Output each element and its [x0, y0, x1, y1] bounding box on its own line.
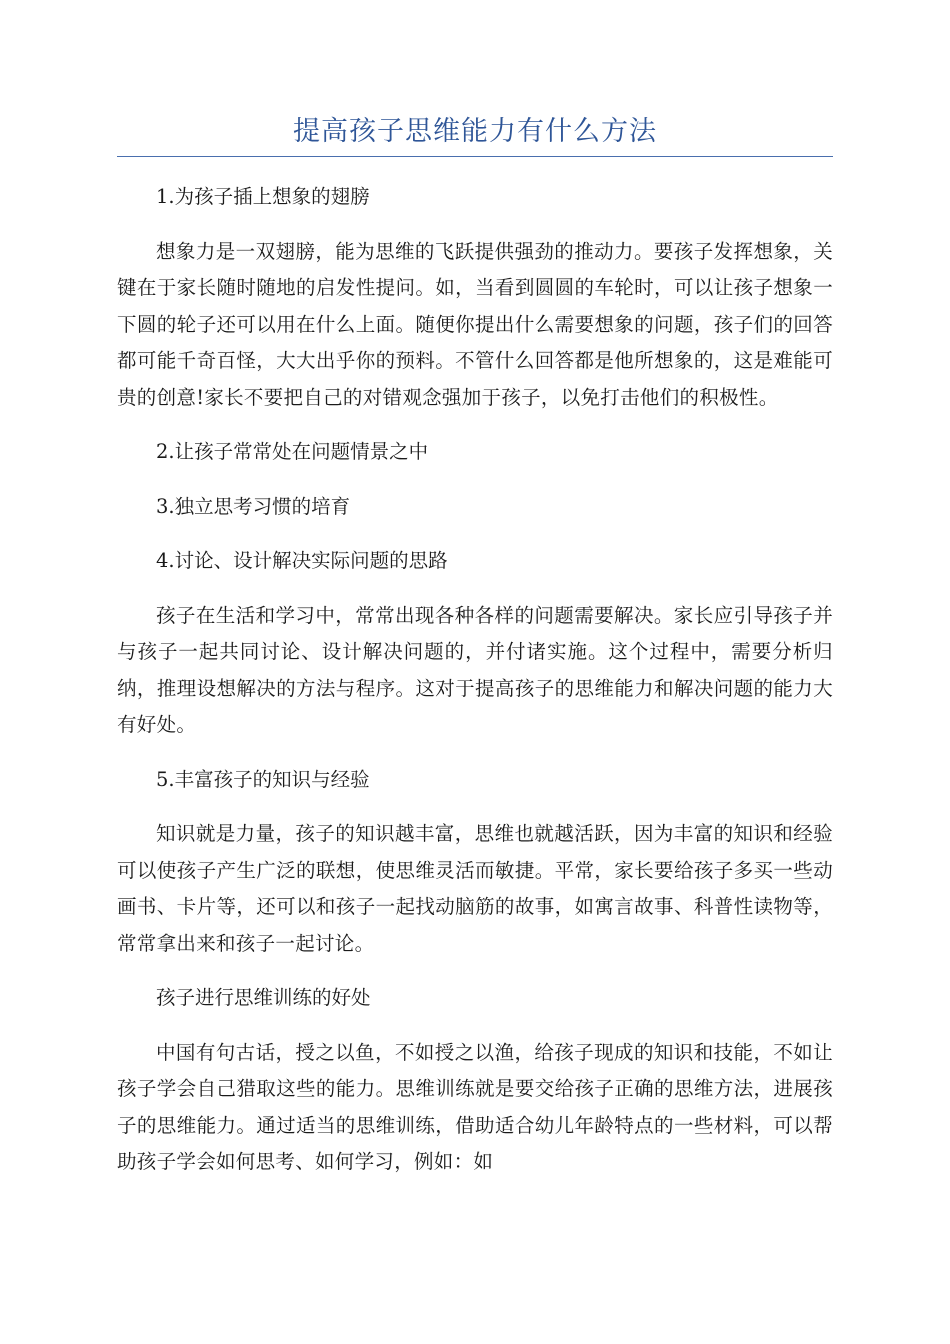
paragraph-imagination: 想象力是一双翅膀，能为思维的飞跃提供强劲的推动力。要孩子发挥想象，关键在于家长随时随地的启发性提问。如，当看到圆圆的车轮时，可以让孩子想象一下圆的轮子还可以用在什么上面。随便你提出什么需要想象的问题，孩子们的回答都可能千奇百怪，大大出乎你的预料。不管什么回答都是他所想象的，这是难能可贵的创意!家长不要把自己的对错观念强加于孩子，以免打击他们的积极性。 — [117, 239, 833, 409]
paragraph-knowledge: 知识就是力量，孩子的知识越丰富，思维也就越活跃，因为丰富的知识和经验可以使孩子产生广泛的联想，使思维灵活而敏捷。平常，家长要给孩子多买一些动画书、卡片等，还可以和孩子一起找动脑筋的故事，如寓言故事、科普性读物等，常常拿出来和孩子一起讨论。 — [117, 822, 833, 955]
section-heading-2: 2.让孩子常常处在问题情景之中 — [156, 440, 429, 463]
paragraph-problem-solving: 孩子在生活和学习中，常常出现各种各样的问题需要解决。家长应引导孩子并与孩子一起共同讨论、设计解决问题的，并付诸实施。这个过程中，需要分析归纳，推理设想解决的方法与程序。这对于提高孩子的思维能力和解决问题的能力大有好处。 — [117, 603, 833, 736]
paragraph-benefits: 中国有句古话，授之以鱼，不如授之以渔，给孩子现成的知识和技能，不如让孩子学会自己猎取这些的能力。思维训练就是要交给孩子正确的思维方法，进展孩子的思维能力。通过适当的思维训练，借助适合幼儿年龄特点的一些材料，可以帮助孩子学会如何思考、如何学习，例如：如 — [117, 1040, 833, 1173]
section-heading-4: 4.讨论、设计解决实际问题的思路 — [156, 549, 448, 572]
title-underline — [117, 156, 833, 157]
document-body — [117, 179, 833, 1181]
section-heading-3: 3.独立思考习惯的培育 — [156, 494, 351, 518]
document-title: 提高孩子思维能力有什么方法 — [293, 116, 657, 147]
section-heading-5: 5.丰富孩子的知识与经验 — [156, 767, 370, 791]
section-heading-1: 1.为孩子插上想象的翅膀 — [156, 185, 370, 208]
section-heading-benefits: 孩子进行思维训练的好处 — [156, 986, 371, 1009]
